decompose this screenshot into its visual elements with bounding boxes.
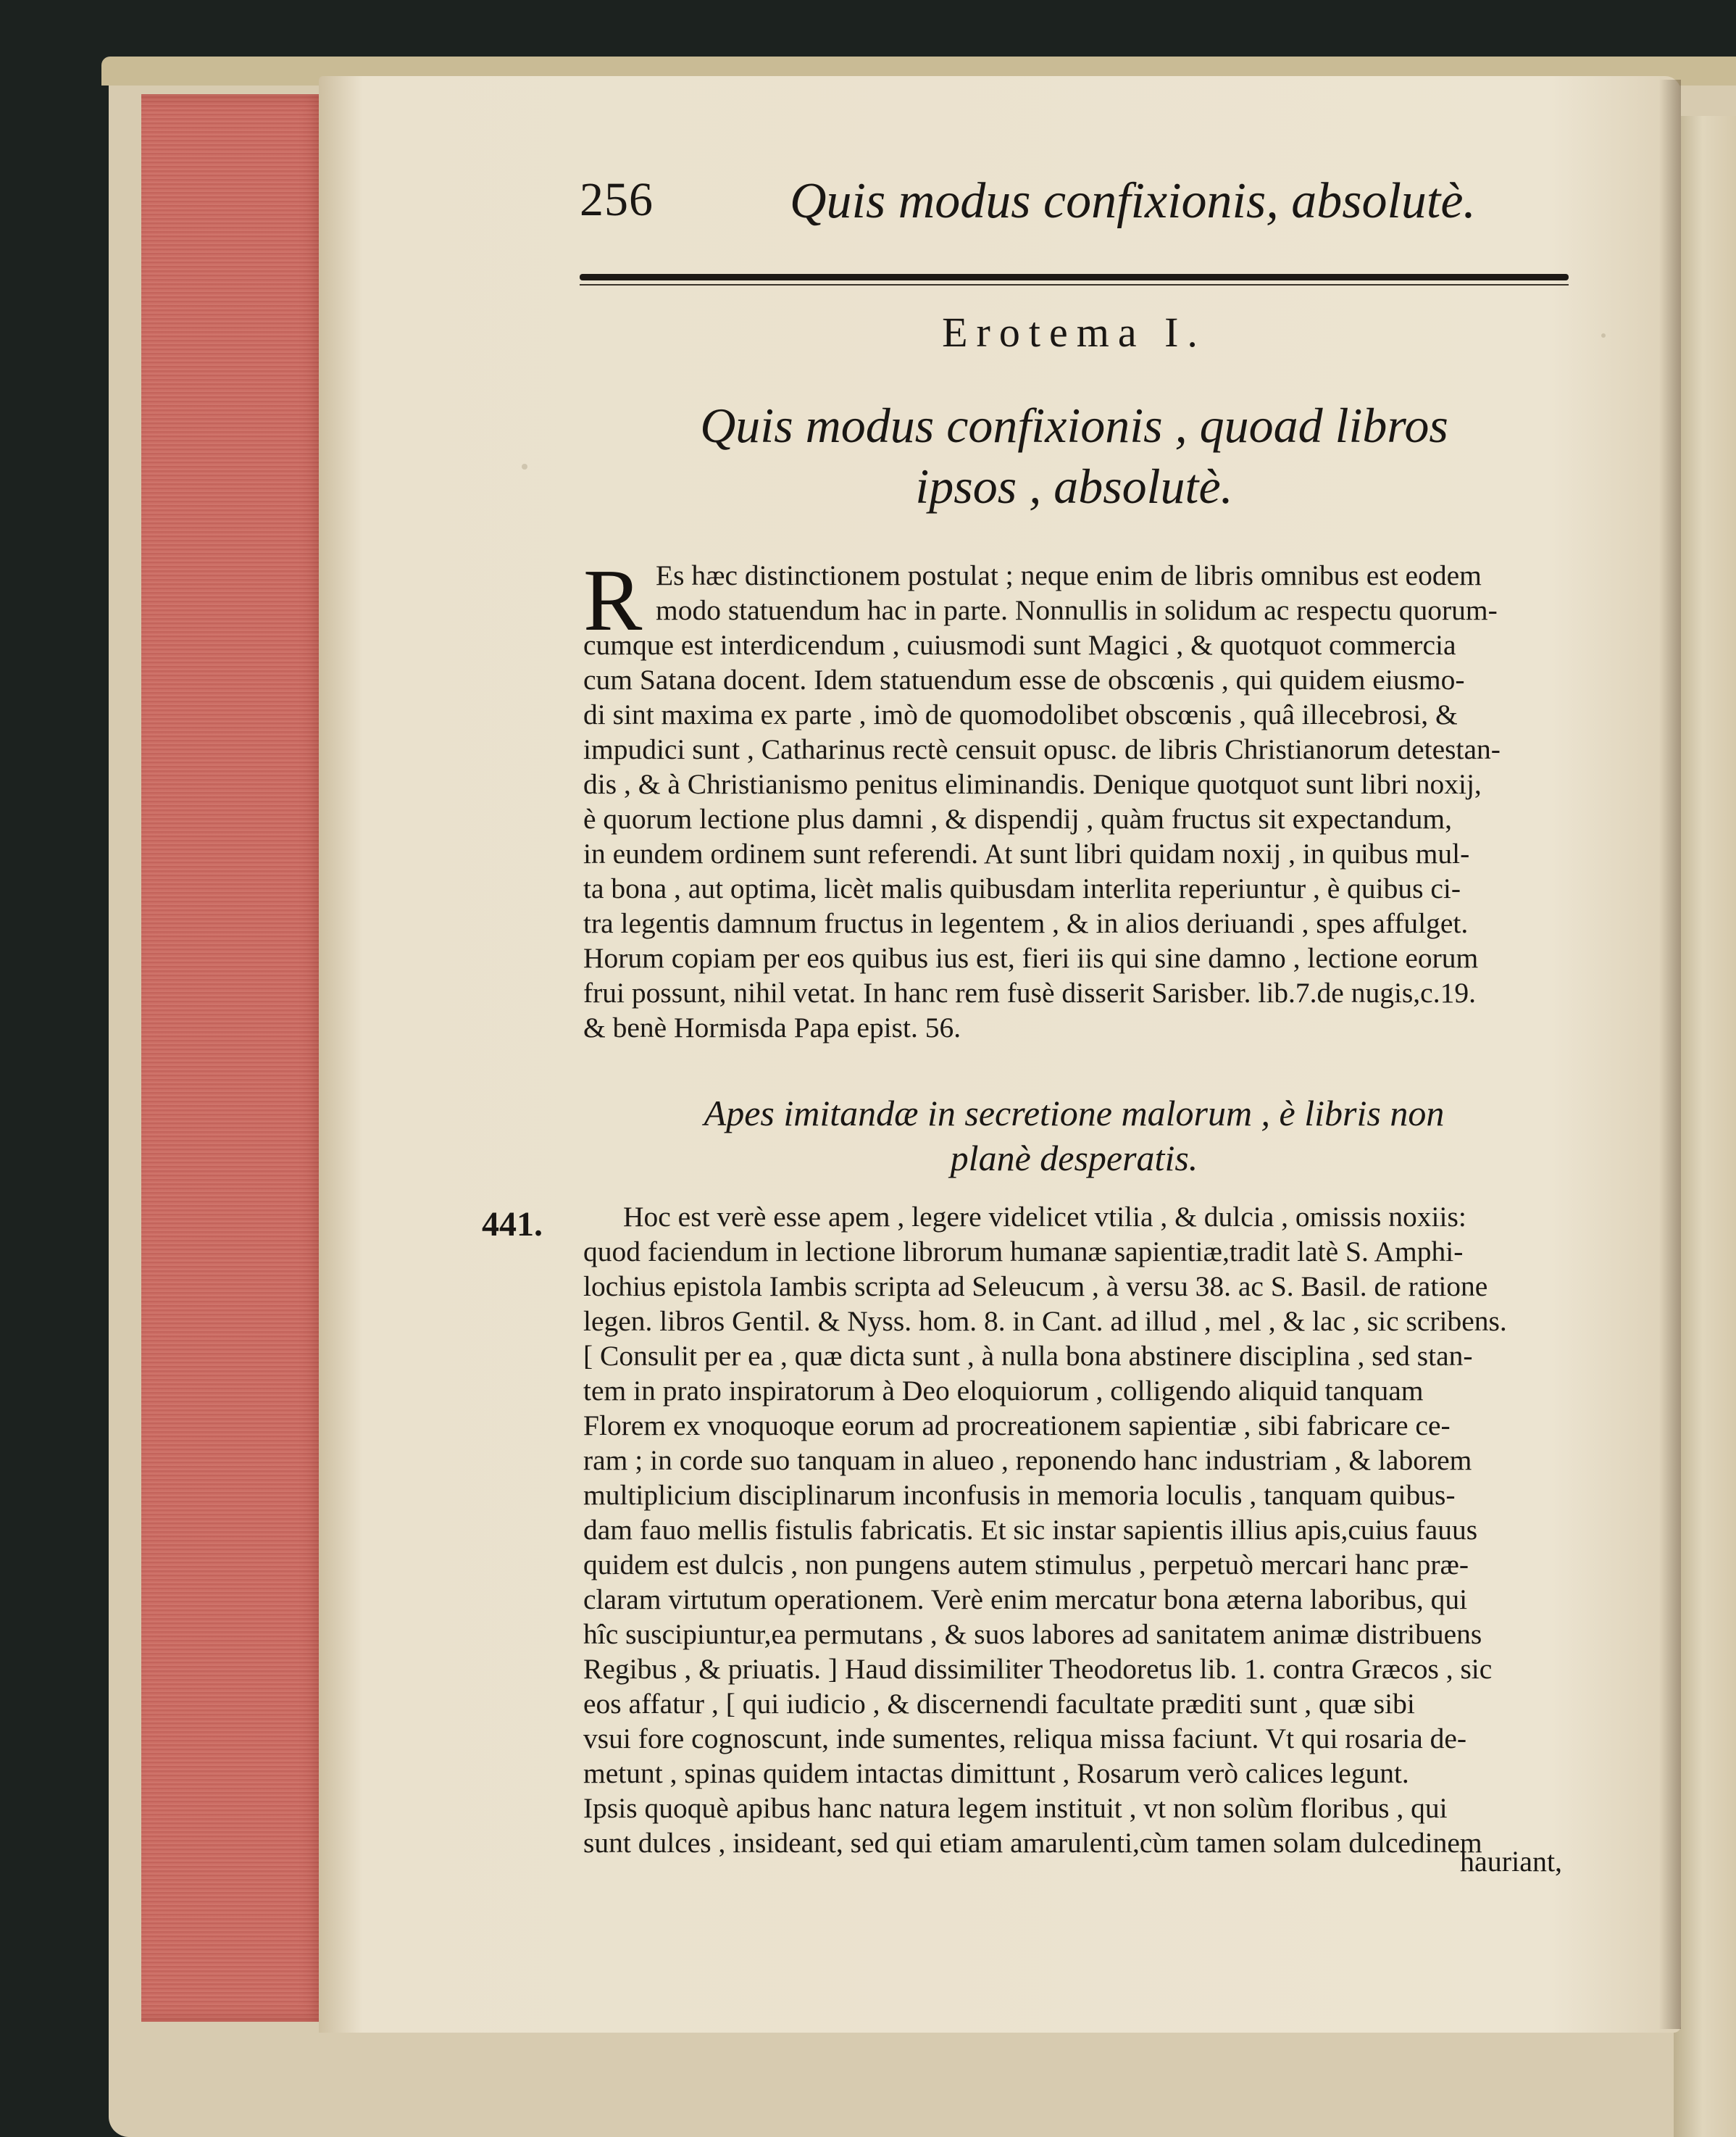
text-line: legen. libros Gentil. & Nyss. hom. 8. in Cant. ad illud , mel , & lac , sic scribens. — [583, 1305, 1507, 1337]
paragraph-1 — [583, 551, 1569, 1045]
text-line: vsui fore cognoscunt, inde sumentes, reliqua missa faciunt. Vt qui rosaria de- — [583, 1722, 1467, 1754]
text-line: cumque est interdicendum , cuiusmodi sunt Magici , & quotquot commercia — [583, 629, 1456, 661]
page-gutter-shadow — [1659, 80, 1681, 2029]
text-line: Hoc est verè esse apem , legere videlicet vtilia , & dulcia , omissis noxiis: — [623, 1201, 1466, 1233]
section-subtitle — [580, 1091, 1569, 1180]
section-heading: Erotema I. — [942, 309, 1206, 356]
text-line: [ Consulit per ea , quæ dicta sunt , à nulla bona abstinere disciplina , sed stan- — [583, 1340, 1473, 1372]
running-head: Quis modus confixionis, absolutè. — [790, 173, 1476, 229]
text-line: modo statuendum hac in parte. Nonnullis in solidum ac respectu quorum- — [656, 594, 1498, 626]
text-line: tra legentis damnum fructus in legentem , & in alios deriuandi , spes affulget. — [583, 907, 1469, 939]
text-line: tem in prato inspiratorum à Deo eloquiorum , colligendo aliquid tanquam — [583, 1375, 1424, 1407]
text-line: Horum copiam per eos quibus ius est, fieri iis qui sine damno , lectione eorum — [583, 942, 1479, 974]
text-line: Regibus , & priuatis. ] Haud dissimiliter Theodoretus lib. 1. contra Græcos , sic — [583, 1653, 1493, 1685]
text-line: Florem ex vnoquoque eorum ad procreationem sapientiæ , sibi fabricare ce- — [583, 1409, 1451, 1441]
text-line: quod faciendum in lectione librorum humanæ sapientiæ,tradit latè S. Amphi- — [583, 1236, 1464, 1267]
page-header — [580, 172, 1476, 230]
subtitle-line: planè desperatis. — [950, 1138, 1198, 1178]
page-number: 256 — [580, 173, 654, 226]
text-line: in eundem ordinem sunt referendi. At sunt libri quidam noxij , in quibus mul- — [583, 838, 1470, 870]
text-line: sunt dulces , insideant, sed qui etiam amarulenti,cùm tamen solam dulcedinem — [583, 1827, 1482, 1859]
text-line: Ipsis quoquè apibus hanc natura legem instituit , vt non solùm floribus , qui — [583, 1792, 1448, 1824]
text-line: di sint maxima ex parte , imò de quomodolibet obscœnis , quâ illecebrosi, & — [583, 699, 1458, 730]
text-line: eos affatur , [ qui iudicio , & discernendi facultate præditi sunt , quæ sibi — [583, 1688, 1415, 1720]
subtitle-line: Apes imitandæ in secretione malorum , è libris non — [704, 1093, 1445, 1133]
foxing-spot — [522, 464, 527, 470]
paragraph-2 — [583, 1199, 1569, 1860]
text-line: è quorum lectione plus damni , & dispendij , quàm fructus sit expectandum, — [583, 803, 1453, 835]
text-line: cum Satana docent. Idem statuendum esse de obscœnis , qui quidem eiusmo- — [583, 664, 1465, 696]
text-line: frui possunt, nihil vetat. In hanc rem fusè disserit Sarisber. lib.7.de nugis,c.19. — [583, 977, 1476, 1009]
text-line: multiplicium disciplinarum inconfusis in memoria loculis , tanquam quibus- — [583, 1479, 1456, 1511]
text-line: Es hæc distinctionem postulat ; neque enim de libris omnibus est eodem — [656, 559, 1482, 591]
text-line: ta bona , aut optima, licèt malis quibusdam interlita reperiuntur , è quibus ci- — [583, 872, 1461, 904]
chapter-title — [580, 395, 1569, 517]
text-line: dis , & à Christianismo penitus eliminandis. Denique quotquot sunt libri noxij, — [583, 768, 1482, 800]
title-line: ipsos , absolutè. — [915, 459, 1233, 514]
text-line: quidem est dulcis , non pungens autem stimulus , perpetuò mercari hanc præ- — [583, 1549, 1469, 1580]
text-line: impudici sunt , Catharinus rectè censuit opusc. de libris Christianorum detestan- — [583, 733, 1501, 765]
header-rule-thin — [580, 284, 1569, 286]
text-line: ram ; in corde suo tanquam in alueo , reponendo hanc industriam , & laborem — [583, 1444, 1472, 1476]
text-line: & benè Hormisda Papa epist. 56. — [583, 1012, 961, 1043]
title-line: Quis modus confixionis , quoad libros — [700, 398, 1448, 453]
page-edge-red — [141, 94, 330, 2022]
text-line: lochius epistola Iambis scripta ad Seleucum , à versu 38. ac S. Basil. de ratione — [583, 1270, 1488, 1302]
facing-page-edge — [1674, 116, 1736, 2137]
text-line: claram virtutum operationem. Verè enim mercatur bona æterna laboribus, qui — [583, 1583, 1468, 1615]
foxing-spot — [1601, 333, 1606, 338]
drop-cap: R — [583, 551, 643, 649]
text-line: dam fauo mellis fistulis fabricatis. Et sic instar sapientis illius apis,cuius fauus — [583, 1514, 1478, 1546]
text-line: hîc suscipiuntur,ea permutans , & suos labores ad sanitatem animæ distribuens — [583, 1618, 1482, 1650]
marginal-number: 441. — [482, 1205, 543, 1244]
catchword: hauriant, — [1460, 1845, 1563, 1878]
text-line: metunt , spinas quidem intactas dimittunt , Rosarum verò calices legunt. — [583, 1757, 1409, 1789]
header-rule — [580, 274, 1569, 280]
